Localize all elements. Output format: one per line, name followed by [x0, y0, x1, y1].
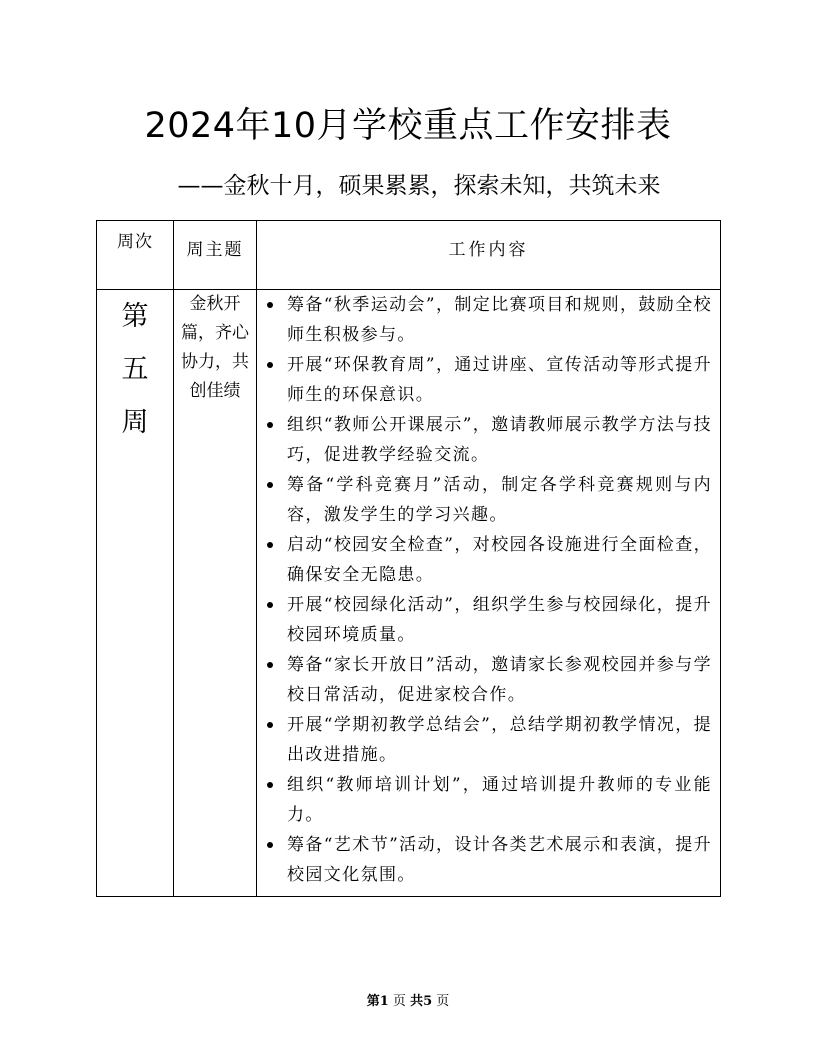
task-text: 筹备“秋季运动会”，制定比赛项目和规则，鼓励全校师生积极参与。: [287, 295, 712, 345]
header-theme-cell: [174, 221, 257, 290]
week-char: 五: [121, 354, 149, 385]
list-item: [263, 530, 712, 590]
page-number-current: 1: [379, 994, 389, 1009]
list-item: [263, 830, 712, 890]
table-row: [97, 290, 721, 897]
list-item: [263, 290, 712, 350]
bullet-icon: [267, 782, 273, 788]
task-text: 筹备“学科竞赛月”活动，制定各学科竞赛规则与内容，激发学生的学习兴趣。: [287, 475, 712, 525]
page-title: 2024年10月学校重点工作安排表: [144, 106, 672, 146]
bullet-icon: [267, 482, 273, 488]
task-text: 组织“教师公开课展示”，邀请教师展示教学方法与技巧，促进教学经验交流。: [287, 415, 712, 465]
header-week-cell: [97, 221, 174, 290]
page-number-middle: 页: [388, 994, 411, 1009]
bullet-icon: [267, 662, 273, 668]
bullet-icon: [267, 422, 273, 428]
bullet-icon: [267, 302, 273, 308]
table-header-row: [97, 221, 721, 290]
list-item: [263, 710, 712, 770]
page-subtitle: ——金秋十月，硕果累累，探索未知，共筑未来: [177, 173, 661, 199]
list-item: [263, 410, 712, 470]
schedule-table: [96, 220, 721, 897]
page-number-total: 5: [423, 994, 433, 1009]
header-content: 工作内容: [448, 240, 529, 260]
list-item: [263, 770, 712, 830]
week-theme: 金秋开篇，齐心协力，共创佳绩: [181, 294, 249, 401]
page-number-total-prefix: 共: [410, 994, 424, 1009]
page-number-prefix: 第: [366, 994, 380, 1009]
list-item: [263, 350, 712, 410]
bullet-icon: [267, 722, 273, 728]
week-char: 周: [121, 407, 149, 438]
task-text: 筹备“家长开放日”活动，邀请家长参观校园并参与学校日常活动，促进家校合作。: [287, 655, 712, 705]
header-theme: 周主题: [186, 240, 244, 260]
bullet-icon: [267, 362, 273, 368]
bullet-icon: [267, 842, 273, 848]
task-text: 筹备“艺术节”活动，设计各类艺术展示和表演，提升校园文化氛围。: [287, 835, 712, 885]
task-text: 开展“校园绿化活动”，组织学生参与校园绿化，提升校园环境质量。: [287, 595, 712, 645]
header-week: 周次: [117, 232, 153, 252]
week-cell: [97, 290, 174, 897]
task-text: 开展“环保教育周”，通过讲座、宣传活动等形式提升师生的环保意识。: [287, 355, 712, 405]
list-item: [263, 590, 712, 650]
list-item: [263, 470, 712, 530]
task-text: 启动“校园安全检查”，对校园各设施进行全面检查，确保安全无隐患。: [287, 535, 712, 585]
bullet-icon: [267, 542, 273, 548]
page-number: [0, 990, 816, 1009]
week-char: 第: [121, 301, 149, 332]
task-list: [257, 290, 720, 890]
bullet-icon: [267, 602, 273, 608]
list-item: [263, 650, 712, 710]
content-cell: [257, 290, 721, 897]
theme-cell: [174, 290, 257, 897]
task-text: 组织“教师培训计划”，通过培训提升教师的专业能力。: [287, 775, 712, 825]
header-content-cell: [257, 221, 721, 290]
task-text: 开展“学期初教学总结会”，总结学期初教学情况，提出改进措施。: [287, 715, 712, 765]
page-number-suffix: 页: [432, 994, 450, 1009]
